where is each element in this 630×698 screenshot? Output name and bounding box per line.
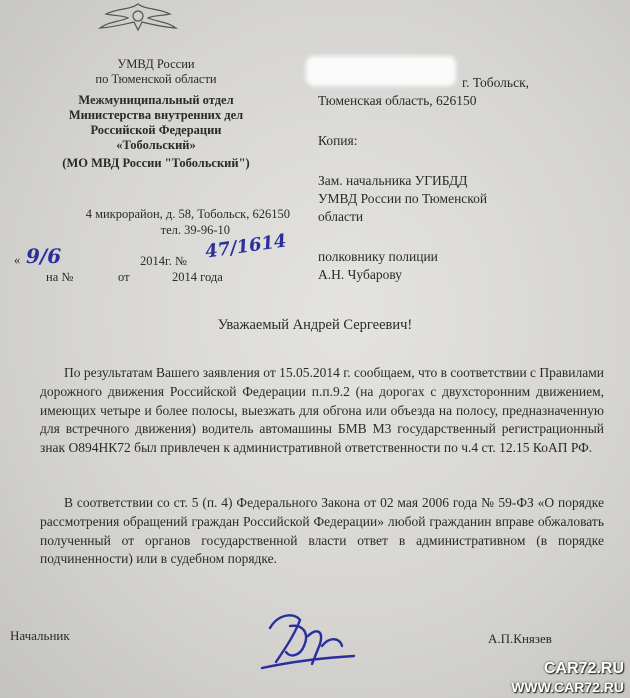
handwritten-reg-number: 9/6	[26, 244, 62, 268]
org-line-1: УМВД России	[117, 57, 195, 71]
copy-rank: полковнику полиции	[318, 249, 438, 264]
site-watermark	[511, 660, 624, 696]
org-address-block	[20, 206, 290, 238]
handwritten-reg-date: 47/1614	[203, 230, 288, 263]
reg-year-label: 2014г. №	[140, 254, 187, 268]
paragraph-2: В соответствии со ст. 5 (п. 4) Федерального Закона от 02 мая 2006 года № 59-ФЗ «О порядке рассмотрения обращений граждан Российской Федерации» любой гражданин вправе обжаловать полученный от органов государственной власти ответ в административном (в порядке подчиненности) или в судебном порядке.	[40, 495, 604, 567]
reg-quote-mark: «	[14, 253, 21, 267]
copy-label: Копия:	[318, 133, 358, 148]
org-phone: тел. 39-96-10	[160, 223, 230, 237]
copy-addressee-block	[318, 172, 487, 226]
signatory-name: А.П.Князев	[488, 631, 552, 646]
copy-line-3: области	[318, 209, 364, 224]
watermark-line-1: CAR72.RU	[543, 660, 624, 677]
recipient-region: Тюменская область, 626150	[318, 93, 477, 108]
dept-line-5: (МО МВД России "Тобольский")	[62, 156, 250, 170]
reg-number-label: на №	[46, 270, 74, 284]
copy-rank-block	[318, 248, 438, 284]
signatory-title: Начальник	[10, 628, 70, 643]
reg-from-label: от	[118, 270, 130, 284]
eagle-emblem-icon	[78, 0, 198, 34]
copy-line-1: Зам. начальника УГИБДД	[318, 173, 468, 188]
org-header	[36, 57, 276, 171]
dept-line-4: «Тобольский»	[116, 138, 196, 152]
watermark-line-2: WWW.CAR72.RU	[511, 679, 624, 695]
copy-line-2: УМВД России по Тюменской	[318, 191, 488, 206]
dept-line-1: Межмуниципальный отдел	[78, 93, 234, 107]
paragraph-1: По результатам Вашего заявления от 15.05.2014 г. сообщаем, что в соответствии с Правилами дорожного движения Российской Федерации п.п.9.2 (на дорогах с двухсторонним движением, имеющих четыре и более полосы, выезжать для обгона или объезда на полосу, предназначенную для встречного движения) водитель автомашины БМВ М3 государственный регистрационный знак О894НК72 был привлечен к административной ответственности по ч.4 ст. 12.15 КоАП РФ.	[40, 365, 605, 456]
greeting: Уважаемый Андрей Сергеевич!	[217, 317, 413, 333]
dept-line-3: Российской Федерации	[90, 123, 222, 137]
handwritten-signature-icon	[250, 606, 360, 674]
copy-name: А.Н. Чубарову	[318, 267, 402, 282]
org-line-2: по Тюменской области	[95, 72, 217, 86]
recipient-city: г. Тобольск,	[462, 75, 530, 90]
reg-year-label-2: 2014 года	[172, 270, 223, 284]
org-address: 4 микрорайон, д. 58, Тобольск, 626150	[85, 207, 290, 221]
redacted-area	[306, 56, 456, 86]
dept-line-2: Министерства внутренних дел	[68, 108, 244, 122]
